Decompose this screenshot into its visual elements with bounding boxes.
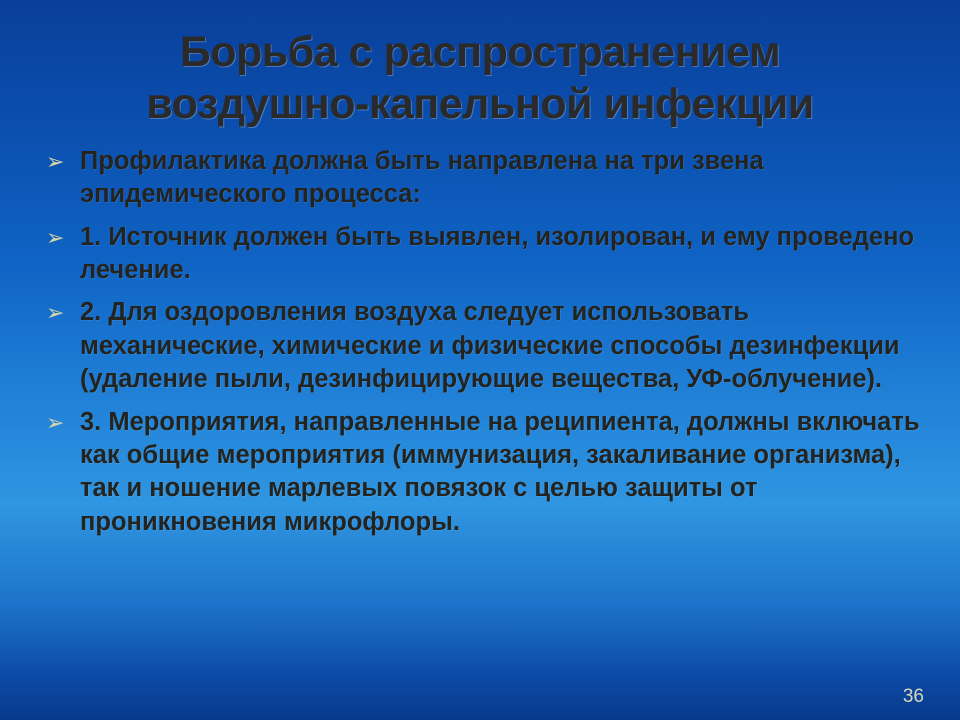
list-item-text: 3. Мероприятия, направленные на реципиента, должны включать как общие мероприятия (иммунизация, закаливание организма), так и ношение марлевых повязок с целью защиты от проникновения микрофлоры. <box>80 407 920 536</box>
list-item <box>42 145 934 212</box>
list-item <box>42 406 934 540</box>
bullet-arrow-icon: ➢ <box>46 148 65 174</box>
bullet-arrow-icon: ➢ <box>46 409 65 435</box>
page-number: 36 <box>902 686 924 707</box>
slide-title-line-1: Борьба с распространением <box>179 28 781 76</box>
bullet-arrow-icon: ➢ <box>46 224 65 250</box>
list-item-text: 2. Для оздоровления воздуха следует использовать механические, химические и физические способы дезинфекции (удаление пыли, дезинфицирующие вещества, УФ-облучение). <box>80 298 900 394</box>
slide-body <box>0 145 960 539</box>
list-item <box>42 221 934 288</box>
list-item <box>42 296 934 396</box>
slide-title-line-2: воздушно-капельной инфекции <box>146 80 814 129</box>
slide-title <box>0 0 960 131</box>
bullet-arrow-icon: ➢ <box>46 300 65 326</box>
list-item-text: 1. Источник должен быть выявлен, изолирован, и ему проведено лечение. <box>80 222 915 285</box>
list-item-text: Профилактика должна быть направлена на три звена эпидемического процесса: <box>80 146 764 209</box>
